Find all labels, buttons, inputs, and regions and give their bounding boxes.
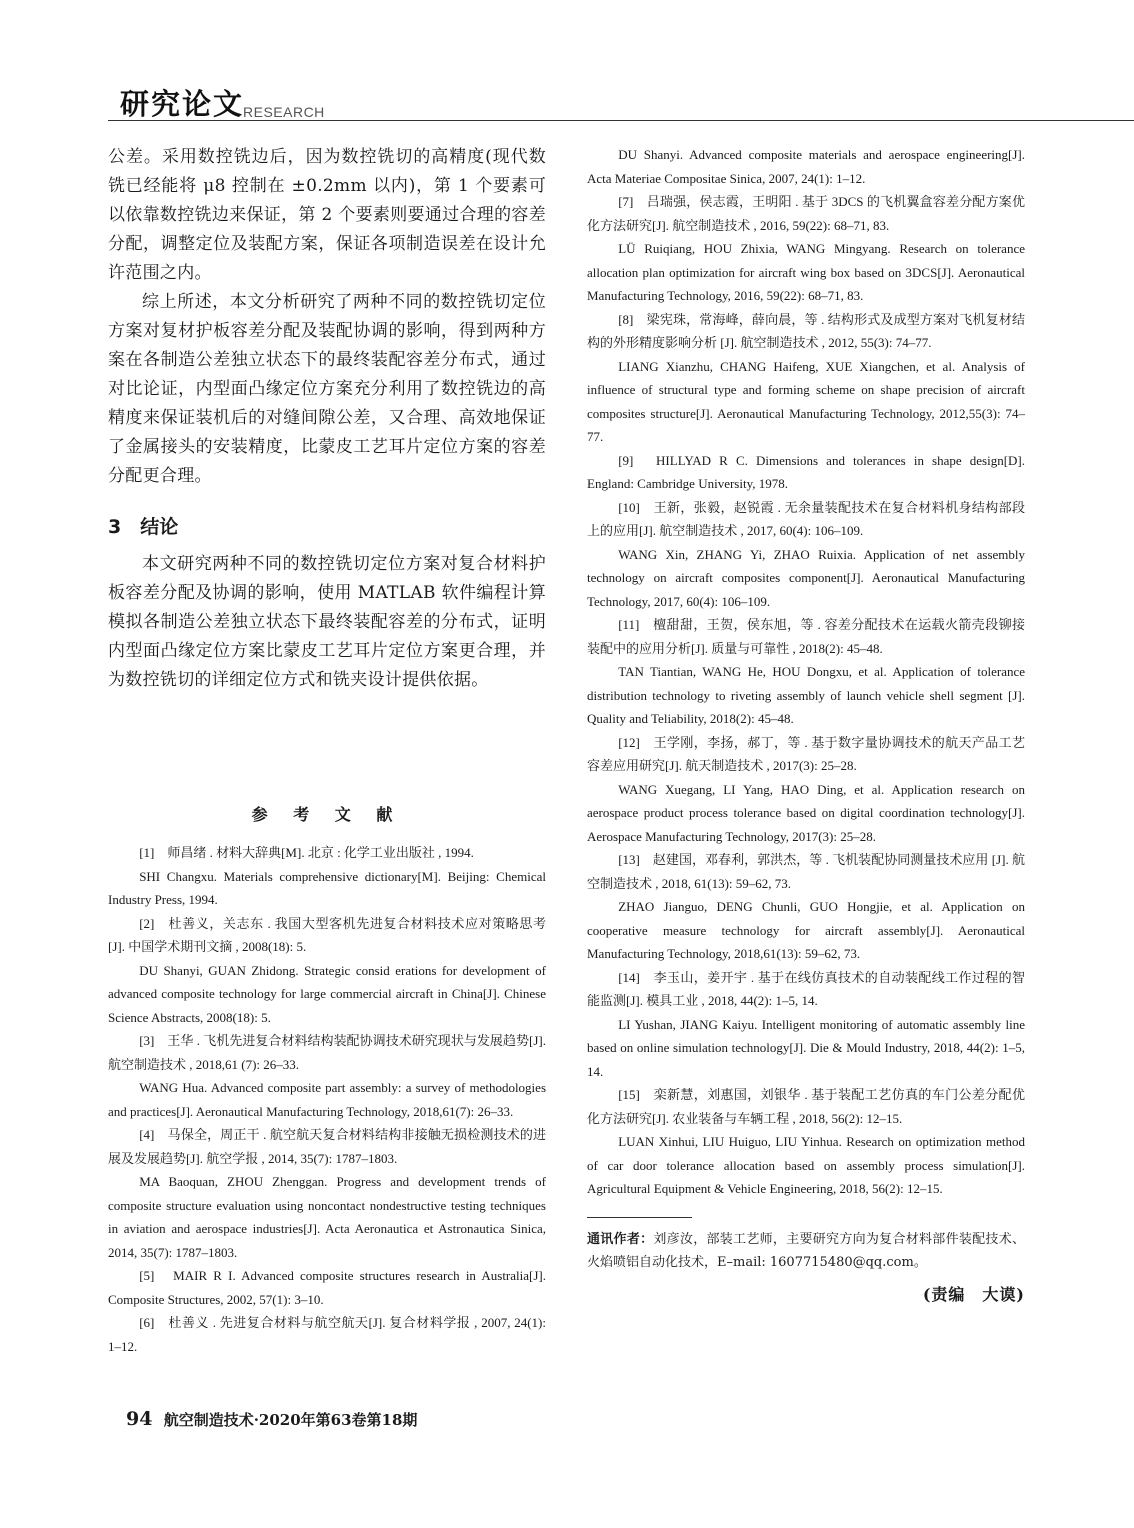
page-header-title: 研究论文 [120, 87, 245, 121]
reference-item: SHI Changxu. Materials comprehensive dictionary[M]. Beijing: Chemical Industry Press, 1994. [108, 868, 546, 907]
left-column [108, 143, 546, 1358]
conclusion-paragraph: 本文研究两种不同的数控铣切定位方案对复合材料护板容差分配及协调的影响，使用 MATLAB 软件编程计算模拟各制造公差独立状态下最终装配容差的分布式，证明内型面凸缘定位方案比蒙皮工艺耳片定位方案更合理，并为数控铣切的详细定位方式和铣夹设计提供依据。 [108, 554, 546, 690]
body-paragraph: 公差。采用数控铣边后，因为数控铣切的高精度(现代数铣已经能将 μ8 控制在 ±0.2mm 以内)，第 1 个要素可以依靠数控铣边来保证，第 2 个要素则要通过合理的容差分配，调整定位及装配方案，保证各项制造误差在设计允许范围之内。 [108, 147, 546, 283]
reference-item: LIANG Xianzhu, CHANG Haifeng, XUE Xiangchen, et al. Analysis of influence of structural type and forming scheme on shape precision of aircraft composites structure[J]. Aeronautical Manufacturing Technology, 2012,55(3): 74–77. [587, 358, 1025, 444]
header-rule [108, 120, 1134, 121]
page-number: 94 [126, 1408, 153, 1430]
reference-item: [3] 王华 . 飞机先进复合材料结构装配协调技术研究现状与发展趋势[J]. 航空制造技术 , 2018,61 (7): 26–33. [108, 1033, 546, 1072]
reference-item: [9] HILLYAD R C. Dimensions and tolerances in shape design[D]. England: Cambridge University, 1978. [587, 452, 1025, 491]
footnote-text: 刘彦汝，部装工艺师，主要研究方向为复合材料部件装配技术、火焰喷铝自动化技术，E–mail: 1607715480@qq.com。 [587, 1231, 1025, 1270]
body-paragraph: 综上所述，本文分析研究了两种不同的数控铣切定位方案对复材护板容差分配及装配协调的影响，得到两种方案在各制造公差独立状态下的最终装配容差分布式，通过对比论证，内型面凸缘定位方案充分利用了数控铣边的高精度来保证装机后的对缝间隙公差，又合理、高效地保证了金属接头的安装精度，比蒙皮工艺耳片定位方案的容差分配更合理。 [108, 292, 546, 486]
reference-item: [10] 王新，张毅，赵锐霞 . 无余量装配技术在复合材料机身结构部段上的应用[J]. 航空制造技术 , 2017, 60(4): 106–109. [587, 499, 1025, 538]
reference-item: LUAN Xinhui, LIU Huiguo, LIU Yinhua. Research on optimization method of car door tolerance allocation based on assembly process simulation[J]. Agricultural Equipment & Vehicle Engineering, 2018, 56(2): 12–15. [587, 1134, 1025, 1196]
footnote-rule [587, 1217, 692, 1218]
reference-item: [6] 杜善义 . 先进复合材料与航空航天[J]. 复合材料学报 , 2007, 24(1): 1–12. [108, 1315, 546, 1354]
reference-item: TAN Tiantian, WANG He, HOU Dongxu, et al. Application of tolerance distribution technology to riveting assembly of launch vehicle shell segment [J]. Quality and Teliability, 2018(2): 45–48. [587, 664, 1025, 726]
reference-item: [12] 王学刚，李扬，郝丁，等 . 基于数字量协调技术的航天产品工艺容差应用研究[J]. 航天制造技术 , 2017(3): 25–28. [587, 734, 1025, 773]
reference-item: ZHAO Jianguo, DENG Chunli, GUO Hongjie, et al. Application on cooperative measure technology for aircraft assembly[J]. Aeronautical Manufacturing Technology, 2018,61(13): 59–62, 73. [587, 899, 1025, 961]
journal-info: 航空制造技术·2020年第63卷第18期 [163, 1411, 418, 1429]
reference-item: LÜ Ruiqiang, HOU Zhixia, WANG Mingyang. Research on tolerance allocation plan optimization for aircraft wing box based on 3DCS[J]. Aeronautical Manufacturing Technology, 2016, 59(22): 68–71, 83. [587, 241, 1025, 303]
reference-item: [11] 檀甜甜，王贺，侯东旭，等 . 容差分配技术在运载火箭壳段铆接装配中的应用分析[J]. 质量与可靠性 , 2018(2): 45–48. [587, 617, 1025, 656]
right-column [587, 143, 1025, 1305]
reference-item: [2] 杜善义，关志东 . 我国大型客机先进复合材料技术应对策略思考 [J]. 中国学术期刊文摘 , 2008(18): 5. [108, 915, 546, 954]
corresponding-author-note [587, 1228, 1025, 1274]
reference-item: LI Yushan, JIANG Kaiyu. Intelligent monitoring of automatic assembly line based on online simulation technology[J]. Die & Mould Industry, 2018, 44(2): 1–5, 14. [587, 1016, 1025, 1079]
reference-item: [1] 师昌绪 . 材料大辞典[M]. 北京 : 化学工业出版社 , 1994. [139, 845, 474, 860]
reference-item: WANG Xuegang, LI Yang, HAO Ding, et al. Application research on aerospace product process tolerance based on digital coordination technology[J]. Aerospace Manufacturing Technology, 2017(3): 25–28. [587, 781, 1025, 844]
reference-list-left [108, 841, 546, 1358]
editor-credit: (责编 大谟) [922, 1284, 1025, 1304]
footnote-label: 通讯作者： [587, 1231, 654, 1247]
reference-item: [8] 梁宪珠，常海峰，薛向晨，等 . 结构形式及成型方案对飞机复材结构的外形精度影响分析 [J]. 航空制造技术 , 2012, 55(3): 74–77. [587, 311, 1025, 350]
reference-item: [15] 栾新慧，刘惠国，刘银华 . 基于装配工艺仿真的车门公差分配优化方法研究[J]. 农业装备与车辆工程 , 2018, 56(2): 12–15. [587, 1087, 1025, 1126]
reference-item: [4] 马保全，周正干 . 航空航天复合材料结构非接触无损检测技术的进展及发展趋势[J]. 航空学报 , 2014, 35(7): 1787–1803. [108, 1127, 546, 1166]
reference-item: [5] MAIR R I. Advanced composite structures research in Australia[J]. Composite Structures, 2002, 57(1): 3–10. [108, 1268, 546, 1307]
references-title: 参 考 文 献 [251, 805, 403, 824]
reference-item: MA Baoquan, ZHOU Zhenggan. Progress and development trends of composite structure evaluation using noncontact nondestructive testing techniques in aviation and aerospace industries[J]. Acta Aeronautica et Astronautica Sinica, 2014, 35(7): 1787–1803. [108, 1174, 546, 1260]
reference-item: DU Shanyi. Advanced composite materials and aerospace engineering[J]. Acta Materiae Compositae Sinica, 2007, 24(1): 1–12. [587, 147, 1025, 186]
reference-item: WANG Hua. Advanced composite part assembly: a survey of methodologies and practices[J]. Aeronautical Manufacturing Technology, 2018,61(7): 26–33. [108, 1080, 546, 1119]
page-footer [126, 1408, 417, 1430]
reference-item: [14] 李玉山，姜开宇 . 基于在线仿真技术的自动装配线工作过程的智能监测[J]. 模具工业 , 2018, 44(2): 1–5, 14. [587, 969, 1025, 1008]
reference-item: [13] 赵建国，邓春利，郭洪杰，等 . 飞机装配协同测量技术应用 [J]. 航空制造技术 , 2018, 61(13): 59–62, 73. [587, 852, 1025, 891]
reference-item: WANG Xin, ZHANG Yi, ZHAO Ruixia. Application of net assembly technology on aircraft composites component[J]. Aeronautical Manufacturing Technology, 2017, 60(4): 106–109. [587, 546, 1025, 609]
section-heading: 3 结论 [108, 516, 179, 538]
page-header-subtitle: RESEARCH [243, 104, 325, 120]
reference-item: DU Shanyi, GUAN Zhidong. Strategic consid erations for development of advanced composite technology for large commercial aircraft in China[J]. Chinese Science Abstracts, 2008(18): 5. [108, 962, 546, 1025]
reference-item: [7] 吕瑞强，侯志霞，王明阳 . 基于 3DCS 的飞机翼盒容差分配方案优化方法研究[J]. 航空制造技术 , 2016, 59(22): 68–71, 83. [587, 194, 1025, 233]
reference-list-right [587, 143, 1025, 1201]
